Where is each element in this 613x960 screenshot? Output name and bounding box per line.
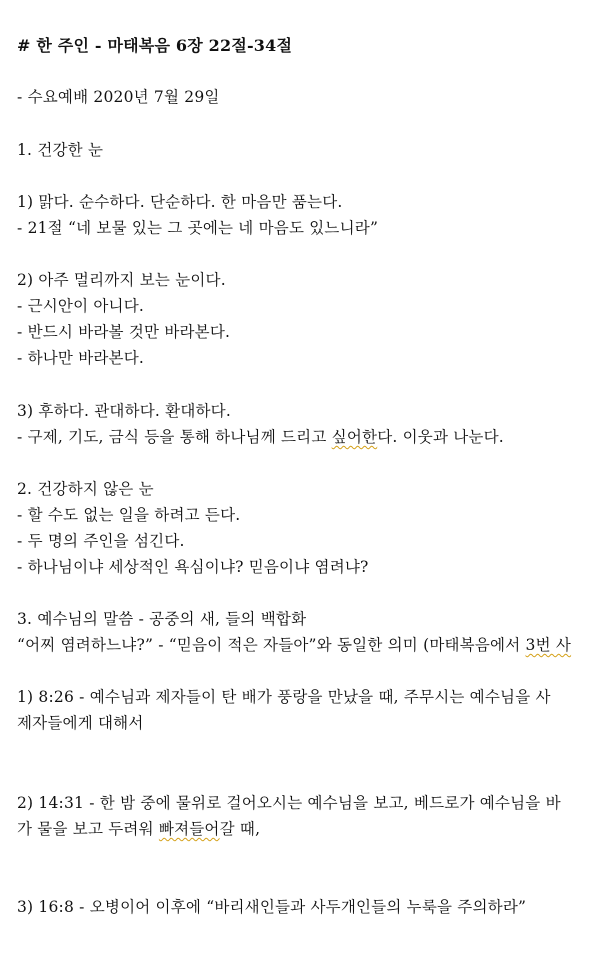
text-run: “어찌 염려하느냐?” - “믿음이 적은 자들아”와 동일한 의미 (마태복음에서 (17, 636, 526, 654)
section1-point2-sub1: - 근시안이 아니다. (17, 297, 145, 315)
section2-item3: - 하나님이냐 세상적인 욕심이냐? 믿음이냐 염려냐? (17, 558, 369, 576)
section2-heading: 2. 건강하지 않은 눈 (17, 480, 154, 498)
section1-heading: 1. 건강한 눈 (17, 141, 104, 159)
section1-point3-sub (17, 427, 504, 447)
section3-intro-line (17, 635, 571, 655)
section1-point2-sub3: - 하나만 바라본다. (17, 349, 145, 367)
section3-point1-line1: 1) 8:26 - 예수님과 제자들이 탄 배가 풍랑을 만났을 때, 주무시는 예수님을 사 (17, 688, 551, 706)
spellcheck-underlined-word: 싶어한 (331, 428, 378, 446)
section1-point1: 1) 맑다. 순수하다. 단순하다. 한 마음만 품는다. (17, 193, 343, 211)
text-run: 갈 때, (219, 820, 261, 838)
text-run: 가 물을 보고 두려워 (17, 820, 159, 838)
section3-point3-line1: 3) 16:8 - 오병이어 이후에 “바리새인들과 사두개인들의 누룩을 주의하라” (17, 898, 527, 916)
section1-point3: 3) 후하다. 관대하다. 환대하다. (17, 402, 231, 420)
section3-point2-line1: 2) 14:31 - 한 밤 중에 물위로 걸어오시는 예수님을 보고, 베드로가 예수님을 바 (17, 794, 561, 812)
section2-item1: - 할 수도 없는 일을 하려고 든다. (17, 506, 241, 524)
section3-point2-line2 (17, 819, 260, 839)
spellcheck-underlined-word: 빠져들어 (158, 820, 220, 838)
section3-point1-line2: 제자들에게 대해서 (17, 714, 144, 732)
section1-point1-sub: - 21절 “네 보물 있는 그 곳에는 네 마음도 있느니라” (17, 219, 379, 237)
section1-point2: 2) 아주 멀리까지 보는 눈이다. (17, 271, 226, 289)
section2-item2: - 두 명의 주인을 섬긴다. (17, 532, 185, 550)
section3-heading: 3. 예수님의 말씀 - 공중의 새, 들의 백합화 (17, 610, 307, 628)
document-title: # 한 주인 - 마태복음 6장 22절-34절 (17, 36, 293, 55)
section1-point2-sub2: - 반드시 바라볼 것만 바라본다. (17, 323, 231, 341)
text-run: 다. 이웃과 나눈다. (377, 428, 504, 446)
spellcheck-underlined-word: 3번 사 (525, 636, 572, 654)
text-run: - 구제, 기도, 금식 등을 통해 하나님께 드리고 (17, 428, 332, 446)
date-line: - 수요예배 2020년 7월 29일 (17, 88, 220, 106)
